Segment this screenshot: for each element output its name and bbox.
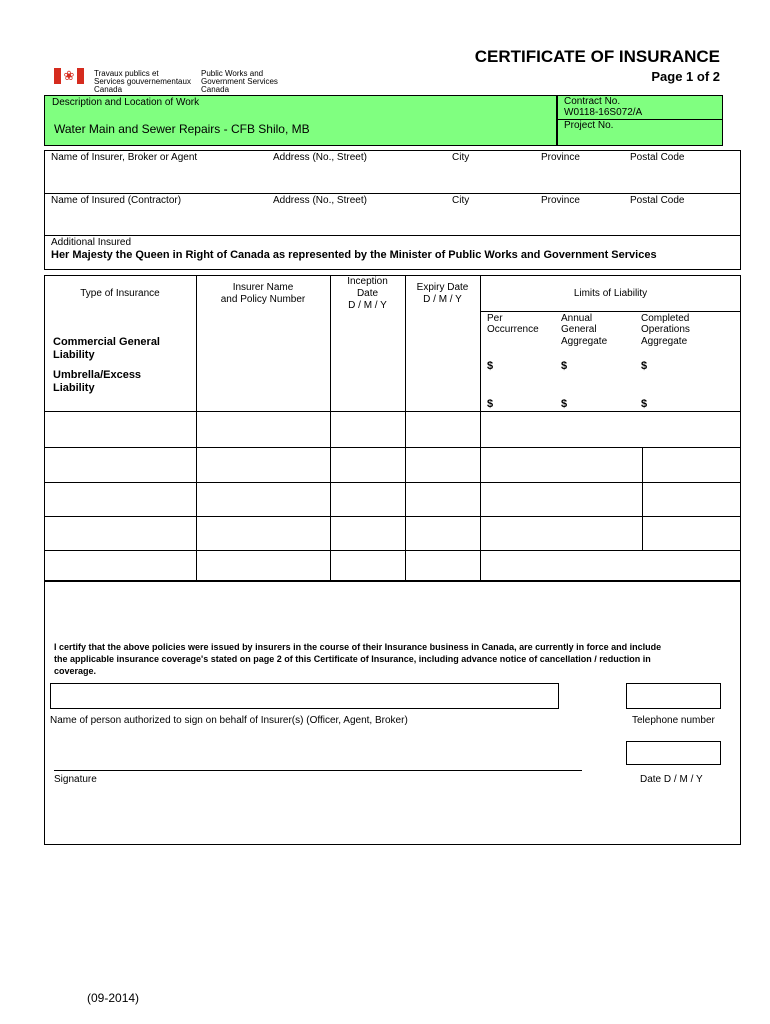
additional-insured-value: Her Majesty the Queen in Right of Canada as represented by the Minister of Public Works and Government Services	[51, 249, 657, 261]
row-line-3	[44, 482, 741, 483]
insured-city-label: City	[452, 195, 470, 206]
project-label: Project No.	[564, 120, 614, 131]
logo-fr-line3: Canada	[94, 85, 123, 94]
work-description-value: Water Main and Sewer Repairs - CFB Shilo, MB	[54, 122, 310, 136]
row-line-2	[44, 447, 741, 448]
col-line-2	[330, 275, 331, 581]
work-description-label: Description and Location of Work	[52, 97, 200, 108]
logo-en-line3: Canada	[201, 85, 230, 94]
insured-name-label: Name of Insured (Contractor)	[51, 195, 182, 206]
telephone-field[interactable]	[626, 683, 721, 709]
completed-ops-1: Completed	[641, 313, 690, 324]
authorized-name-field[interactable]	[50, 683, 559, 709]
insurer-divider	[44, 193, 741, 194]
expiry-header-2: D / M / Y	[423, 294, 462, 305]
cgl-label-2: Liability	[53, 349, 95, 361]
certification-section	[44, 581, 741, 845]
insured-divider	[44, 235, 741, 236]
col-line-3	[405, 275, 406, 581]
certify-line2: the applicable insurance coverage's stated on page 2 of this Certificate of Insurance, including advance notice of cancellation / reduction in	[54, 654, 651, 664]
cgl-label-1: Commercial General	[53, 336, 160, 348]
signature-line[interactable]	[54, 770, 582, 771]
contract-value: W0118-16S072/A	[564, 107, 643, 118]
insured-province-label: Province	[541, 195, 580, 206]
dollar-cgl-annual: $	[561, 360, 568, 372]
insurance-table	[44, 275, 741, 581]
dollar-umb-annual: $	[561, 398, 568, 410]
inception-header-2: Date	[356, 288, 379, 299]
row-line-4	[44, 516, 741, 517]
authorized-name-label: Name of person authorized to sign on behalf of Insurer(s) (Officer, Agent, Broker)	[50, 715, 408, 726]
per-occurrence-2: Occurrence	[487, 324, 539, 335]
insurer-postal-label: Postal Code	[630, 152, 685, 163]
logo-en-line1: Public Works and	[201, 69, 264, 78]
umbrella-label-1: Umbrella/Excess	[53, 369, 142, 381]
inception-header-3: D / M / Y	[348, 300, 387, 311]
form-version: (09-2014)	[87, 991, 140, 1005]
expiry-header-1: Expiry Date	[416, 282, 469, 293]
gc-logo	[54, 68, 84, 84]
page-number: Page 1 of 2	[651, 69, 720, 84]
date-field[interactable]	[626, 741, 721, 765]
logo-en-line2: Government Services	[201, 77, 278, 86]
row-line-5	[44, 550, 741, 551]
dollar-cgl-occurrence: $	[487, 360, 494, 372]
contract-label: Contract No.	[564, 96, 621, 107]
insurer-header-1: Insurer Name	[232, 282, 294, 293]
dollar-umb-occurrence: $	[487, 398, 494, 410]
col-line-1	[196, 275, 197, 581]
additional-insured-label: Additional Insured	[51, 237, 132, 248]
date-label: Date D / M / Y	[640, 774, 703, 785]
insurer-city-label: City	[452, 152, 470, 163]
logo-fr-line2: Services gouvernementaux	[94, 77, 191, 86]
certify-line3: coverage.	[54, 666, 97, 676]
limits-header: Limits of Liability	[573, 288, 648, 299]
col-line-5	[642, 447, 643, 550]
insurer-address-label: Address (No., Street)	[273, 152, 367, 163]
insurer-header-2: and Policy Number	[220, 294, 306, 305]
insurer-name-label: Name of Insurer, Broker or Agent	[51, 152, 198, 163]
col-line-4	[480, 275, 481, 581]
maple-leaf-icon: ❀	[63, 68, 75, 83]
insurer-province-label: Province	[541, 152, 580, 163]
certify-line1: I certify that the above policies were issued by insurers in the course of their Insurance business in Canada, are currently in force and include	[54, 642, 662, 652]
type-header: Type of Insurance	[80, 288, 160, 299]
completed-ops-3: Aggregate	[641, 336, 688, 347]
logo-fr-line1: Travaux publics et	[94, 69, 159, 78]
insured-address-label: Address (No., Street)	[273, 195, 367, 206]
flag-left-bar	[54, 68, 61, 84]
inception-header-1: Inception	[347, 276, 388, 287]
flag-right-bar	[77, 68, 84, 84]
row-line-1	[44, 411, 741, 412]
dollar-umb-completed: $	[641, 398, 648, 410]
umbrella-label-2: Liability	[53, 382, 95, 394]
dollar-cgl-completed: $	[641, 360, 648, 372]
limits-divider	[480, 311, 741, 312]
signature-label: Signature	[54, 774, 97, 785]
annual-aggregate-1: Annual	[561, 313, 593, 324]
telephone-label: Telephone number	[632, 715, 715, 726]
per-occurrence-1: Per	[487, 313, 503, 324]
annual-aggregate-2: General	[561, 324, 597, 335]
page-title: CERTIFICATE OF INSURANCE	[474, 47, 720, 66]
annual-aggregate-3: Aggregate	[561, 336, 608, 347]
completed-ops-2: Operations	[641, 324, 690, 335]
insured-postal-label: Postal Code	[630, 195, 685, 206]
